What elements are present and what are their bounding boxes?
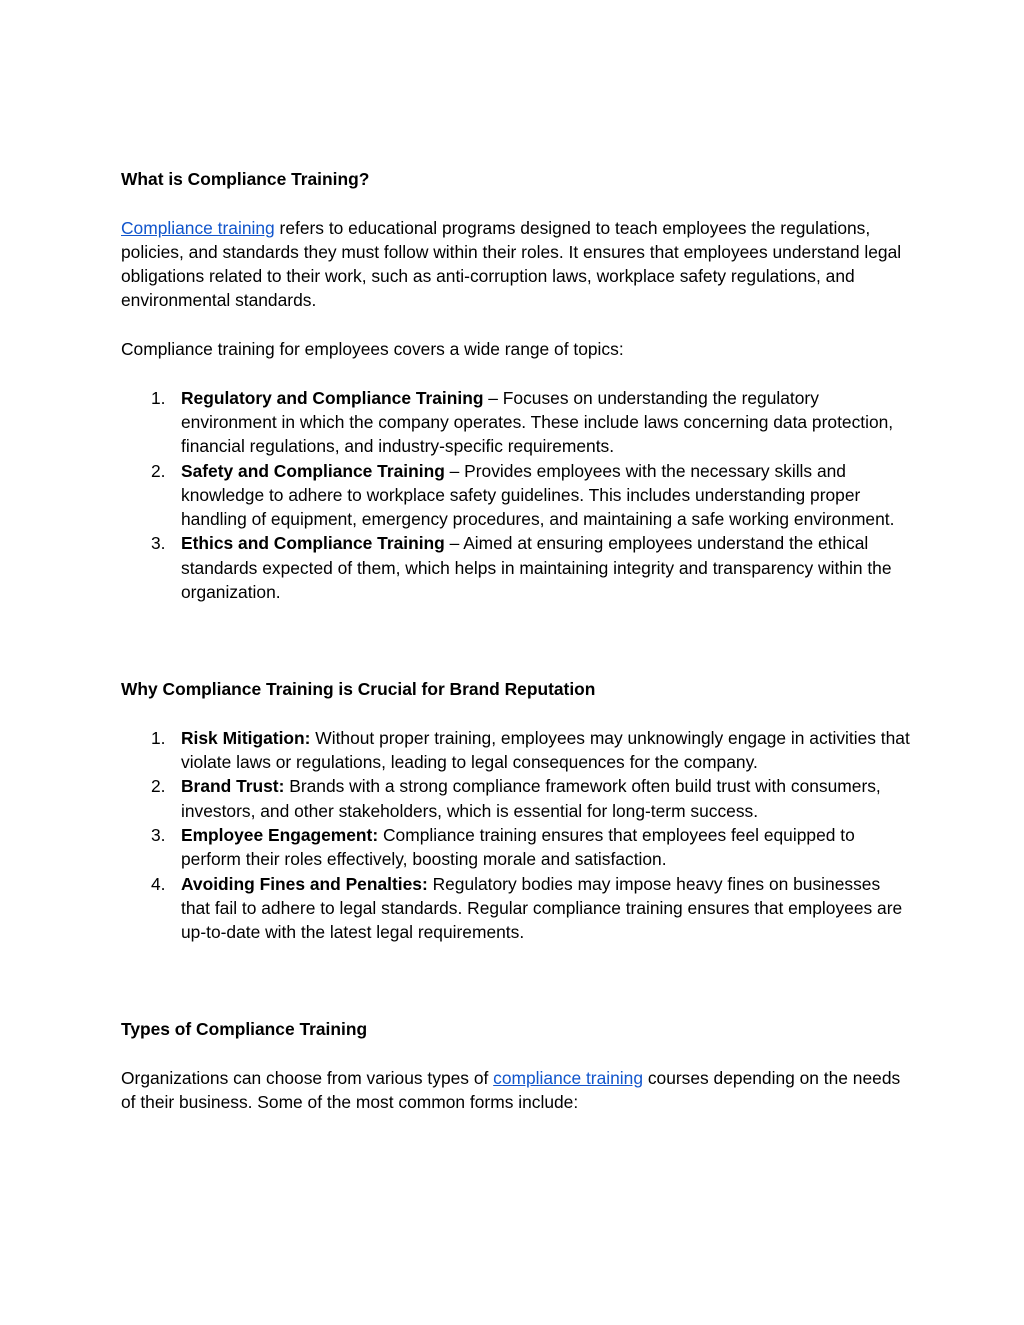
list-text: Brands with a strong compliance framework often build trust with consumers, investors, and other stakeholders, which is essential for long-term success. xyxy=(181,776,881,821)
list-item xyxy=(121,459,911,532)
list-number: 3. xyxy=(151,825,166,846)
list-number: 4. xyxy=(151,873,166,894)
list-item xyxy=(121,872,911,945)
list-term: Risk Mitigation: xyxy=(181,727,311,748)
list-item xyxy=(121,531,911,604)
list-term: Safety and Compliance Training xyxy=(181,460,445,481)
list-text: Regulatory bodies may impose heavy fines on businesses that fail to adhere to legal standards. Regular compliance training ensures that employees are up-to-date with the latest legal requirements. xyxy=(181,873,903,943)
list-item xyxy=(121,386,911,459)
reasons-list xyxy=(121,726,911,945)
list-text: – Aimed at ensuring employees understand the ethical standards expected of them, which helps in maintaining integrity and transparency within the organization. xyxy=(181,533,892,603)
topics-lead: Compliance training for employees covers a wide range of topics: xyxy=(121,339,624,360)
list-text: – Provides employees with the necessary skills and knowledge to adhere to workplace safety guidelines. This includes understanding proper handling of equipment, emergency procedures, and maintaining a safe working environment. xyxy=(181,460,895,530)
list-number: 1. xyxy=(151,727,166,748)
list-number: 2. xyxy=(151,460,166,481)
section-types-title: Types of Compliance Training xyxy=(121,1019,368,1040)
section-what-is-title: What is Compliance Training? xyxy=(121,169,370,189)
list-term: Regulatory and Compliance Training xyxy=(181,387,484,408)
types-text-after: courses depending on the needs of their business. Some of the most common forms include: xyxy=(121,1067,901,1113)
types-text-before: Organizations can choose from various types of xyxy=(121,1067,494,1088)
list-text: Compliance training ensures that employees feel equipped to perform their roles effectively, boosting morale and satisfaction. xyxy=(181,825,855,870)
list-term: Ethics and Compliance Training xyxy=(181,533,445,554)
list-item xyxy=(121,774,911,823)
list-number: 2. xyxy=(151,776,166,797)
types-paragraph xyxy=(121,1066,911,1115)
list-text: Without proper training, employees may unknowingly engage in activities that violate laws or regulations, leading to legal consequences for the company. xyxy=(181,727,910,773)
list-number: 3. xyxy=(151,533,166,554)
list-text: – Focuses on understanding the regulatory environment in which the company operates. These include laws concerning data protection, financial regulations, and industry-specific requirements. xyxy=(181,387,894,457)
list-item xyxy=(121,726,911,775)
list-item xyxy=(121,823,911,872)
list-term: Avoiding Fines and Penalties: xyxy=(181,873,428,894)
compliance-training-link[interactable]: compliance training xyxy=(493,1067,643,1088)
intro-text: refers to educational programs designed to teach employees the regulations, policies, and standards they must follow within their roles. It ensures that employees understand legal obligations related to their work, such as anti-corruption laws, workplace safety regulations, and environmental standards. xyxy=(121,217,902,311)
list-term: Brand Trust: xyxy=(181,776,285,797)
intro-paragraph xyxy=(121,216,911,313)
compliance-training-link[interactable]: Compliance training xyxy=(121,217,275,238)
document-page xyxy=(121,167,911,1115)
section-why-title: Why Compliance Training is Crucial for Brand Reputation xyxy=(121,679,596,700)
topics-list xyxy=(121,386,911,605)
list-number: 1. xyxy=(151,387,166,408)
list-term: Employee Engagement: xyxy=(181,825,379,846)
